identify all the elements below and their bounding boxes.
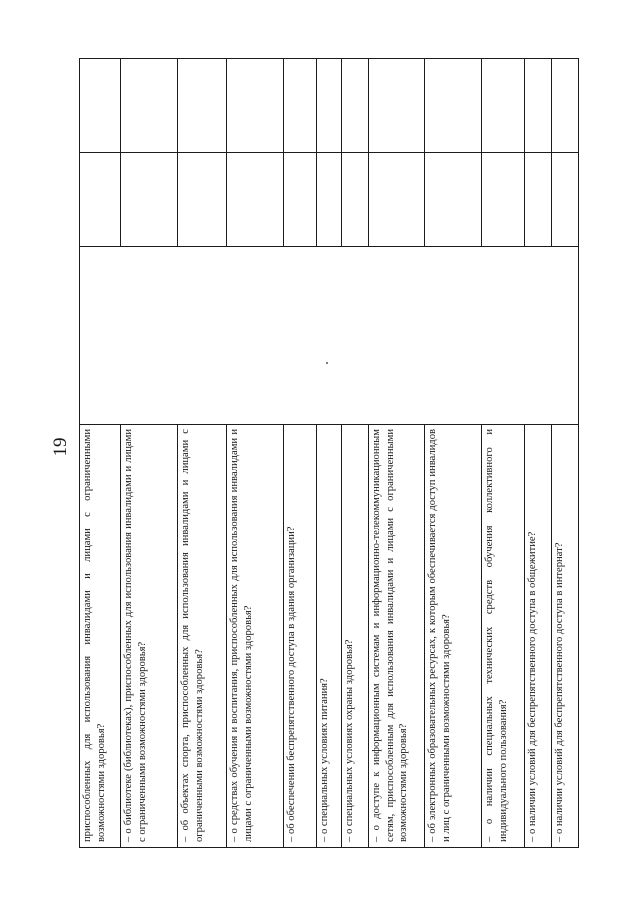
answer-cell	[80, 153, 121, 247]
question-cell: приспособленных для использования инвалидами и лицами с ограниченными возможностями здоровья?	[80, 425, 121, 848]
answer-cell	[552, 59, 579, 153]
question-cell: – о библиотеке (библиотеках), приспособленных для использования инвалидами и лицами с ограниченными возможностями здоровья?	[121, 425, 178, 848]
question-cell: – о средствах обучения и воспитания, приспособленных для использования инвалидами и лицами с ограниченными возможностями здоровья?	[227, 425, 284, 848]
table-row	[80, 59, 121, 848]
table-row	[121, 59, 178, 848]
question-cell: – о доступе к информационным системам и информационно-телекоммуникационным сетям, приспособленным для использования инвалидами и лицами с ограниченными возможностями здоровья?	[369, 425, 425, 848]
answer-cell	[342, 59, 369, 153]
answer-cell	[178, 59, 227, 153]
table-row	[482, 59, 525, 848]
question-cell: – о специальных условиях питания?	[317, 425, 342, 848]
answer-cell	[317, 59, 342, 153]
answer-cell	[425, 59, 482, 153]
answer-cell	[482, 153, 525, 247]
answer-column-merged	[80, 247, 579, 425]
answer-cell	[525, 59, 552, 153]
answer-cell	[369, 153, 425, 247]
table-row	[317, 59, 342, 848]
answer-cell	[227, 59, 284, 153]
table-row	[227, 59, 284, 848]
answer-cell	[425, 153, 482, 247]
scan-dot	[326, 362, 328, 364]
question-cell: – об электронных образовательных ресурсах, к которым обеспечивается доступ инвалидов и лиц с ограниченными возможностями здоровья?	[425, 425, 482, 848]
answer-cell	[525, 153, 552, 247]
answer-cell	[227, 153, 284, 247]
table-row	[284, 59, 317, 848]
question-cell: – об объектах спорта, приспособленных для использования инвалидами и лицами с ограниченными возможностями здоровья?	[178, 425, 227, 848]
answer-cell	[121, 153, 178, 247]
accessibility-table	[79, 59, 578, 848]
table-row	[425, 59, 482, 848]
question-cell: – о наличии специальных технических средств обучения коллективного и индивидуального пользования?	[482, 425, 525, 848]
answer-cell	[369, 59, 425, 153]
answer-cell	[317, 153, 342, 247]
answer-cell	[284, 59, 317, 153]
table-row	[369, 59, 425, 848]
answer-cell	[482, 59, 525, 153]
answer-cell	[178, 153, 227, 247]
table-row	[525, 59, 552, 848]
table-row	[178, 59, 227, 848]
question-cell: – о наличии условий для беспрепятственного доступа в общежитие?	[525, 425, 552, 848]
answer-cell	[552, 153, 579, 247]
page-number: 19	[50, 437, 71, 457]
table-row	[342, 59, 369, 848]
table-row	[552, 59, 579, 848]
question-cell: – о специальных условиях охраны здоровья?	[342, 425, 369, 848]
answer-cell	[121, 59, 178, 153]
answer-cell	[342, 153, 369, 247]
answer-cell	[80, 59, 121, 153]
answer-cell	[284, 153, 317, 247]
question-cell: – об обеспечении беспрепятственного доступа в здания организации?	[284, 425, 317, 848]
question-cell: – о наличии условий для беспрепятственного доступа в интернат?	[552, 425, 579, 848]
